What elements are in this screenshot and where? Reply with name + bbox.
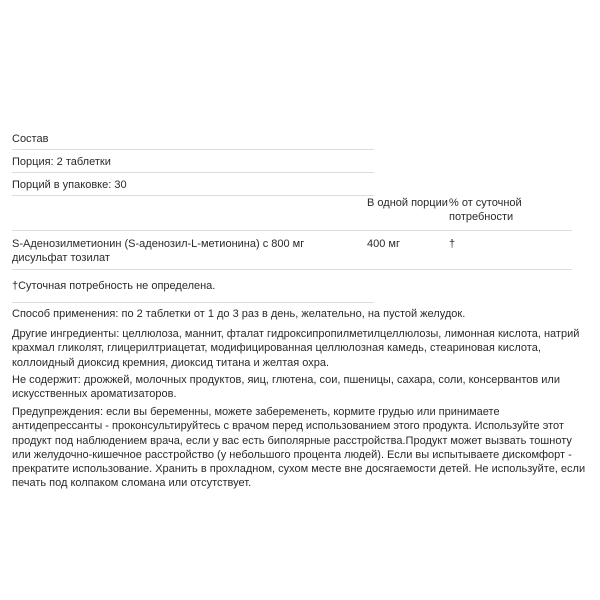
servings-per-container: Порций в упаковке: 30: [12, 173, 374, 196]
dv-footnote: †Суточная потребность не определена.: [12, 270, 374, 303]
facts-title: Состав: [12, 127, 374, 150]
warnings-text: Предупреждения: если вы беременны, можете забеременеть, кормите грудью или принимаете антидепрессанты - проконсультируйтесь с врачом перед использованием этого продукта. Используйте этот продукт под наблюдением врача, если у вас есть биполярные расстройства.Продукт может вызвать тошноту или желудочно-кишечное расстройство (у небольшого процента людей). Если вы испытываете дискомфорт - прекратите использование. Хранить в прохладном, сухом месте вне досягаемости детей. Не используйте, если печать под колпаком сломана или отсутствует.: [12, 406, 586, 490]
usage-section: [12, 307, 587, 321]
ingredient-name: S-Аденозилметионин (S-аденозил-L-метионина) с 800 мг дисульфат тозилат: [12, 237, 305, 264]
col-amount-header: В одной порции: [367, 197, 448, 209]
ingredient-table: [12, 192, 572, 303]
supplement-facts: [12, 127, 374, 196]
usage-text: Способ применения: по 2 таблетки от 1 до 3 раз в день, желательно, на пустой желудок.: [12, 308, 466, 320]
table-header-row: [12, 192, 572, 231]
table-row: [12, 231, 572, 271]
header-spacer: [12, 196, 367, 225]
ingredient-amount: 400 мг: [367, 237, 400, 250]
serving-size: Порция: 2 таблетки: [12, 150, 374, 173]
other-ingredients-section: [12, 327, 587, 370]
does-not-contain-text: Не содержит: дрожжей, молочных продуктов, яиц, глютена, сои, пшеницы, сахара, соли, консервантов или искусственных ароматизаторов.: [12, 374, 560, 401]
other-ingredients-text: Другие ингредиенты: целлюлоза, маннит, фталат гидроксипропилметилцеллюлозы, лимонная кислота, натрий крахмал гликолят, глицерилтриацетат, модифицированная целлюлозная камедь, стеариновая кислота, коллоидный диоксид кремния, диоксид титана и желтая охра.: [12, 328, 580, 369]
does-not-contain-section: [12, 373, 587, 402]
col-dv-header: % от суточной потребности: [449, 197, 522, 224]
ingredient-dv: †: [449, 237, 456, 250]
warnings-section: [12, 405, 587, 491]
